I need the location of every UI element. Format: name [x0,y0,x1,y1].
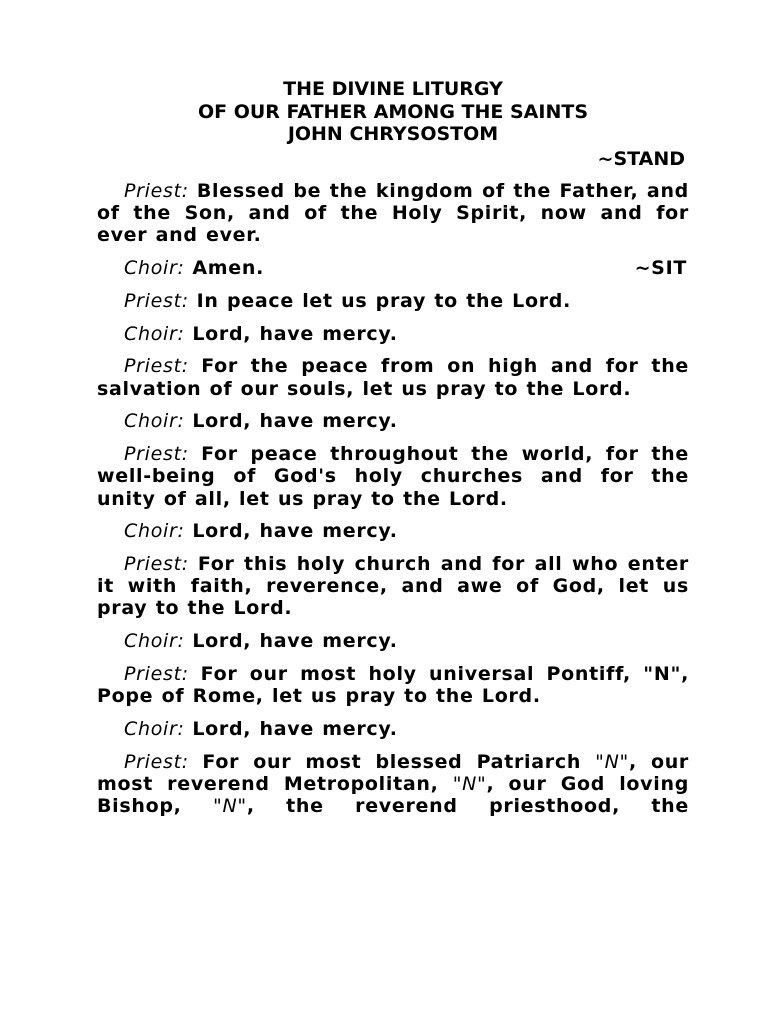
petition-text: Blessed be the kingdom of the Father, and of the Son, and of the Holy Spirit, now and for ever and ever. [97,179,689,247]
petition-text-part-3: , our God loving Bishop, [97,772,689,818]
title-line-1: THE DIVINE LITURGY [283,78,503,100]
petition-text: For this holy church and for all who enter it with faith, reverence, and awe of God, let us pray to the Lord. [97,552,690,620]
name-placeholder: "N" [595,750,629,773]
role-label: Priest: [124,355,189,378]
role-label: Choir: [124,410,185,433]
petition-text-part-2: , our most reverend Metropolitan, [97,750,689,795]
petition-text: In peace let us pray to the Lord. [196,289,571,312]
choir-response [97,630,689,652]
choir-response-amen [97,257,689,279]
role-label: Choir: [124,322,185,345]
choir-response [97,718,689,740]
rubric-stand: ~STAND [597,147,685,170]
petition-text: For peace throughout the world, for the well-being of God's holy churches and for the unity of all, let us pray to the Lord. [97,442,689,510]
liturgy-page [97,78,689,817]
response-text: Lord, have mercy. [192,410,398,433]
priest-petition-5 [97,553,689,620]
title-line-3: JOHN CHRYSOSTOM [287,123,499,145]
petition-text-part-1: For our most blessed Patriarch [202,750,596,773]
role-label: Priest: [124,442,189,465]
petition-text-part-4: , the reverend priesthood, the [246,795,689,818]
role-label: Choir: [124,520,185,543]
response-text: Lord, have mercy. [192,717,398,740]
role-label: Priest: [124,289,189,312]
role-label: Priest: [124,179,189,202]
rubric-sit: ~SIT [634,257,687,280]
choir-response [97,323,689,345]
priest-petition-3 [97,355,689,400]
role-label: Choir: [124,717,185,740]
role-label: Choir: [124,257,185,280]
role-label: Priest: [124,750,189,773]
priest-petition-7 [97,751,689,818]
petition-text: For our most holy universal Pontiff, "N", Pope of Rome, let us pray to the Lord. [97,662,689,708]
name-placeholder: "N" [452,772,487,795]
priest-petition-6 [97,663,689,708]
priest-petition-1 [97,180,689,247]
petition-text: For the peace from on high and for the salvation of our souls, let us pray to the Lord. [97,355,690,400]
title-line-2: OF OUR FATHER AMONG THE SAINTS [197,100,589,123]
role-label: Choir: [124,630,185,653]
priest-petition-4 [97,443,689,510]
response-text: Lord, have mercy. [192,630,398,653]
priest-petition-2 [97,290,689,312]
choir-response [97,520,689,542]
role-label: Priest: [124,662,189,685]
response-text: Amen. [192,257,265,280]
choir-response [97,410,689,432]
response-text: Lord, have mercy. [192,322,398,345]
name-placeholder: "N" [213,795,247,818]
response-text: Lord, have mercy. [192,520,398,543]
role-label: Priest: [124,552,189,575]
